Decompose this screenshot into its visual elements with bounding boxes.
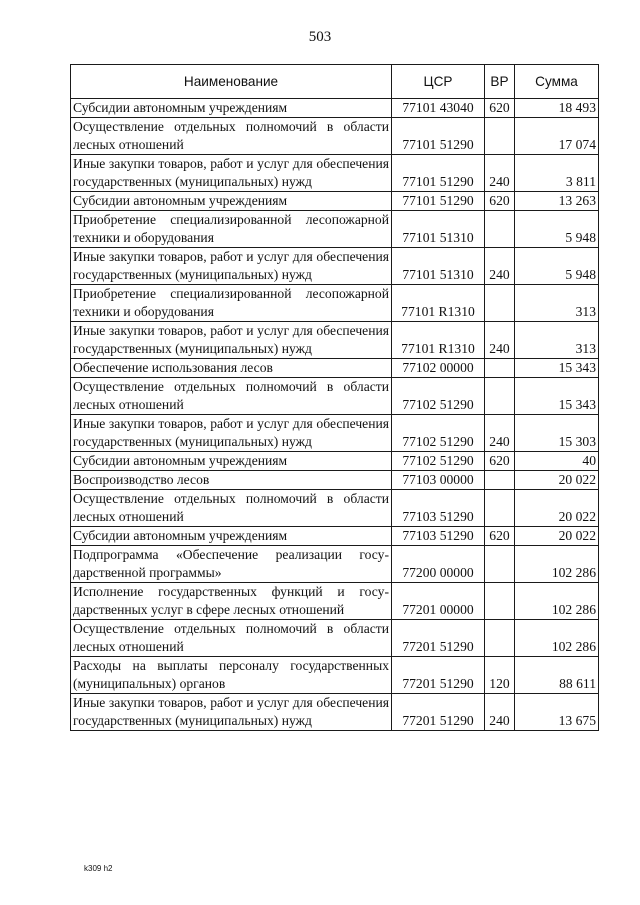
table-row [71, 99, 599, 118]
row-sum-cell: 20 022 [515, 490, 599, 527]
row-sum-cell: 5 948 [515, 211, 599, 248]
row-name-cell: Осуществление отдельных полномочий в области лесных отношений [71, 620, 392, 657]
table-row [71, 248, 599, 285]
row-csr-cell: 77101 51310 [392, 248, 485, 285]
table-row [71, 118, 599, 155]
header-sum: Сумма [515, 65, 599, 99]
row-name-cell: Иные закупки товаров, работ и услуг для обеспечения государственных (муниципальных) нужд [71, 248, 392, 285]
row-name-cell: Субсидии автономным учреждениям [71, 452, 392, 471]
table-row [71, 452, 599, 471]
table-row [71, 378, 599, 415]
row-csr-cell: 77103 51290 [392, 490, 485, 527]
row-name-cell: Субсидии автономным учреждениям [71, 99, 392, 118]
table-row [71, 657, 599, 694]
row-csr-cell: 77201 00000 [392, 583, 485, 620]
row-name-cell: Иные закупки товаров, работ и услуг для обеспечения государственных (муниципальных) нужд [71, 155, 392, 192]
row-vr-cell: 240 [485, 415, 515, 452]
row-vr-cell: 240 [485, 155, 515, 192]
row-csr-cell: 77103 51290 [392, 527, 485, 546]
row-name-cell: Иные закупки товаров, работ и услуг для обеспечения государственных (муниципальных) нужд [71, 415, 392, 452]
row-vr-cell: 120 [485, 657, 515, 694]
row-vr-cell: 620 [485, 192, 515, 211]
row-sum-cell: 17 074 [515, 118, 599, 155]
row-name-cell: Субсидии автономным учреждениям [71, 192, 392, 211]
table-header-row [71, 65, 599, 99]
table-row [71, 490, 599, 527]
row-name-cell: Обеспечение использования лесов [71, 359, 392, 378]
row-sum-cell: 5 948 [515, 248, 599, 285]
row-vr-cell [485, 118, 515, 155]
row-name-cell: Расходы на выплаты персоналу государственных (муниципальных) органов [71, 657, 392, 694]
row-sum-cell: 88 611 [515, 657, 599, 694]
row-name-cell: Воспроизводство лесов [71, 471, 392, 490]
row-csr-cell: 77200 00000 [392, 546, 485, 583]
row-name-cell: Иные закупки товаров, работ и услуг для обеспечения государственных (муниципальных) нужд [71, 322, 392, 359]
row-vr-cell: 620 [485, 527, 515, 546]
row-csr-cell: 77101 51290 [392, 192, 485, 211]
row-csr-cell: 77102 51290 [392, 415, 485, 452]
row-sum-cell: 20 022 [515, 471, 599, 490]
table-row [71, 211, 599, 248]
row-vr-cell: 240 [485, 248, 515, 285]
row-vr-cell [485, 378, 515, 415]
row-vr-cell: 240 [485, 694, 515, 731]
table-row [71, 322, 599, 359]
row-vr-cell: 620 [485, 452, 515, 471]
row-name-cell: Осуществление отдельных полномочий в области лесных отношений [71, 378, 392, 415]
row-vr-cell [485, 490, 515, 527]
row-name-cell: Субсидии автономным учреждениям [71, 527, 392, 546]
budget-table [70, 64, 599, 731]
row-name-cell: Приобретение специализированной лесопожарной техники и оборудования [71, 285, 392, 322]
row-sum-cell: 102 286 [515, 583, 599, 620]
row-csr-cell: 77102 00000 [392, 359, 485, 378]
table-row [71, 694, 599, 731]
row-sum-cell: 15 343 [515, 378, 599, 415]
table-row [71, 155, 599, 192]
row-vr-cell [485, 211, 515, 248]
table-row [71, 415, 599, 452]
row-sum-cell: 18 493 [515, 99, 599, 118]
row-csr-cell: 77101 R1310 [392, 285, 485, 322]
table-row [71, 546, 599, 583]
row-sum-cell: 20 022 [515, 527, 599, 546]
row-name-cell: Осуществление отдельных полномочий в области лесных отношений [71, 490, 392, 527]
row-sum-cell: 102 286 [515, 620, 599, 657]
table-row [71, 620, 599, 657]
row-vr-cell [485, 620, 515, 657]
row-name-cell: Иные закупки товаров, работ и услуг для обеспечения государственных (муниципальных) нужд [71, 694, 392, 731]
row-csr-cell: 77101 51290 [392, 155, 485, 192]
row-sum-cell: 15 303 [515, 415, 599, 452]
header-vr: ВР [485, 65, 515, 99]
header-name: Наименование [71, 65, 392, 99]
row-vr-cell [485, 359, 515, 378]
header-csr: ЦСР [392, 65, 485, 99]
row-vr-cell: 620 [485, 99, 515, 118]
row-csr-cell: 77101 R1310 [392, 322, 485, 359]
row-csr-cell: 77101 43040 [392, 99, 485, 118]
table-row [71, 471, 599, 490]
footer-code: k309 h2 [84, 864, 113, 873]
row-csr-cell: 77101 51310 [392, 211, 485, 248]
row-csr-cell: 77201 51290 [392, 657, 485, 694]
row-sum-cell: 313 [515, 322, 599, 359]
row-name-cell: Приобретение специализированной лесопожарной техники и оборудования [71, 211, 392, 248]
row-csr-cell: 77101 51290 [392, 118, 485, 155]
row-name-cell: Подпрограмма «Обеспечение реализации государственной программы» [71, 546, 392, 583]
table-row [71, 527, 599, 546]
row-name-cell: Исполнение государственных функций и государственных услуг в сфере лесных отношений [71, 583, 392, 620]
table-row [71, 583, 599, 620]
row-csr-cell: 77102 51290 [392, 378, 485, 415]
row-vr-cell [485, 285, 515, 322]
row-name-cell: Осуществление отдельных полномочий в области лесных отношений [71, 118, 392, 155]
row-sum-cell: 13 263 [515, 192, 599, 211]
row-sum-cell: 40 [515, 452, 599, 471]
row-sum-cell: 313 [515, 285, 599, 322]
page-number: 503 [308, 29, 332, 45]
row-vr-cell [485, 583, 515, 620]
row-sum-cell: 102 286 [515, 546, 599, 583]
row-vr-cell [485, 471, 515, 490]
row-csr-cell: 77103 00000 [392, 471, 485, 490]
table-row [71, 192, 599, 211]
table-row [71, 285, 599, 322]
row-vr-cell: 240 [485, 322, 515, 359]
row-csr-cell: 77102 51290 [392, 452, 485, 471]
row-vr-cell [485, 546, 515, 583]
row-csr-cell: 77201 51290 [392, 620, 485, 657]
row-sum-cell: 3 811 [515, 155, 599, 192]
row-sum-cell: 13 675 [515, 694, 599, 731]
row-csr-cell: 77201 51290 [392, 694, 485, 731]
row-sum-cell: 15 343 [515, 359, 599, 378]
table-row [71, 359, 599, 378]
